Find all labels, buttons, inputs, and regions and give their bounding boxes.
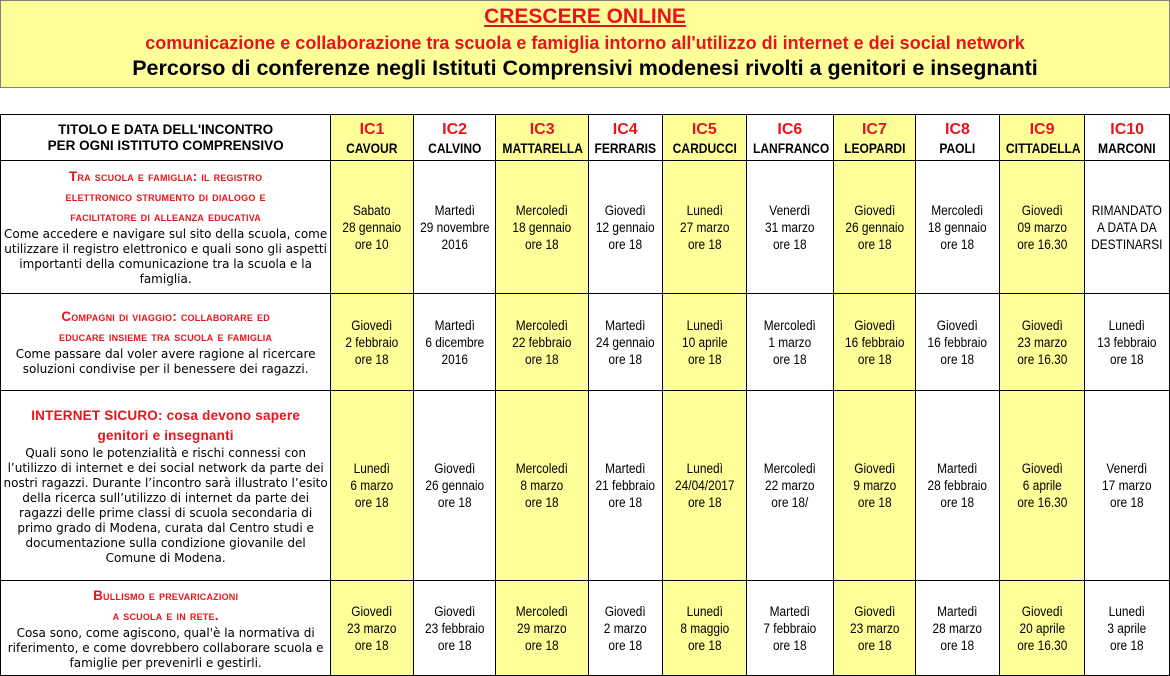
school-header (589, 115, 663, 161)
date-line: ore 18 (687, 236, 722, 252)
date-line: 22 febbraio (512, 334, 572, 350)
date-cell (331, 294, 414, 391)
date-cell (1085, 294, 1170, 391)
date-line: Lunedì (1109, 317, 1146, 333)
date-line: 27 marzo (679, 219, 730, 235)
meeting-description: Come passare dal voler avere ragione al ricercare soluzioni condivise per il benessere dei ragazzi. (15, 347, 316, 376)
date-line: Giovedì (853, 461, 895, 476)
table-row (1, 161, 1170, 294)
meeting-description: Quali sono le potenzialità e rischi connessi con l’utilizzo di internet e dei social network da parte dei nostri ragazzi. Durante l’incontro sarà illustrato l’esito della ricerca sull’utilizzo di internet da parte dei ragazzi delle prime classi di scuola secondaria di primo grado di Modena, curata dal Centro studi e documentazione sulla condizione giovanile del Comune di Modena. (3, 445, 328, 565)
school-code: IC10 (1110, 120, 1145, 138)
date-cell (662, 581, 747, 676)
date-line: 23 marzo (347, 620, 397, 636)
date-cell (496, 161, 589, 294)
date-line: Giovedì (434, 461, 476, 476)
school-name: LEOPARDI (843, 139, 906, 156)
date-line: 18 gennaio (512, 219, 572, 235)
date-line: ore 10 (355, 236, 389, 252)
date-line: ore 16.30 (1016, 495, 1068, 510)
date-line: ore 16.30 (1016, 351, 1068, 367)
date-cell (1085, 581, 1170, 676)
school-name: CAVOUR (346, 139, 398, 156)
date-line: Giovedì (1021, 202, 1063, 218)
date-line: Lunedì (686, 461, 723, 476)
date-line: Martedì (769, 603, 811, 619)
date-line: ore 18 (773, 351, 807, 367)
date-line: Giovedì (1021, 603, 1063, 619)
date-line: Venerdì (769, 202, 811, 218)
date-cell (916, 581, 1000, 676)
date-line: ore 18 (525, 351, 560, 367)
date-line: ore 18 (687, 351, 722, 367)
date-line: 6 dicembre (425, 334, 484, 350)
date-line: 23 marzo (849, 620, 900, 636)
date-line: Giovedì (1021, 461, 1063, 476)
date-line: Mercoledì (763, 461, 816, 476)
date-cell (413, 391, 496, 581)
meeting-title-line: INTERNET SICURO: cosa devono sapere (31, 407, 301, 423)
date-line: 3 aprile (1107, 620, 1147, 636)
date-line: 2016 (441, 236, 468, 252)
date-line: Martedì (434, 317, 475, 333)
meeting-title-line: Bullismo e prevaricazioni (93, 587, 239, 603)
date-line: Mercoledì (516, 461, 569, 476)
date-line: ore 18 (1110, 351, 1145, 367)
meeting-title-line: a scuola e in rete. (112, 607, 219, 623)
date-cell (833, 581, 916, 676)
date-line: 26 gennaio (425, 478, 484, 493)
school-header (331, 115, 414, 161)
date-line: 21 febbraio (595, 478, 655, 493)
school-name: PAOLI (939, 139, 976, 156)
table-row (1, 391, 1170, 581)
date-line: ore 18 (608, 351, 643, 367)
school-header (833, 115, 916, 161)
date-line: ore 18 (525, 637, 560, 653)
meeting-title-cell (1, 581, 331, 676)
date-line: 18 gennaio (928, 219, 987, 235)
date-line: Giovedì (853, 603, 895, 619)
date-cell (662, 161, 747, 294)
meeting-title-line: genitori e insegnanti (97, 427, 234, 443)
school-header (916, 115, 1000, 161)
meeting-description: Cosa sono, come agiscono, qual'è la normativa di riferimento, e come dovrebbero collaborare scuola e famiglie per prevenirli e gestirli. (7, 625, 324, 670)
date-line: 23 marzo (1017, 334, 1067, 350)
school-code: IC2 (442, 120, 468, 138)
date-line: A DATA DA (1097, 219, 1157, 235)
corner-header-line: PER OGNI ISTITUTO COMPRENSIVO (47, 137, 284, 153)
date-line: 24/04/2017 (674, 478, 735, 493)
date-line: 26 gennaio (845, 219, 904, 235)
date-line: ore 18 (1110, 637, 1145, 653)
meeting-title-line: elettronico strumento di dialogo e (65, 189, 266, 204)
school-code: IC5 (691, 120, 717, 138)
date-line: ore 18 (355, 637, 389, 653)
page-description: Percorso di conferenze negli Istituti Comprensivi modenesi rivolti a genitori e insegnanti (132, 56, 1038, 80)
date-line: 8 marzo (520, 478, 564, 493)
date-line: 28 febbraio (927, 478, 988, 493)
date-line: 20 aprile (1019, 620, 1065, 636)
date-line: Mercoledì (516, 603, 569, 619)
date-line: 8 maggio (679, 620, 729, 636)
page-header (0, 0, 1170, 88)
school-name: LANFRANCO (753, 139, 830, 156)
date-cell (662, 294, 747, 391)
date-line: 2 marzo (603, 620, 647, 636)
date-line: ore 18 (940, 236, 975, 252)
date-cell (999, 161, 1085, 294)
date-line: ore 18 (608, 236, 643, 252)
date-cell (833, 161, 916, 294)
date-cell (747, 161, 834, 294)
date-cell (589, 294, 663, 391)
conference-schedule-table (0, 114, 1170, 676)
school-code: IC1 (359, 120, 385, 138)
date-line: 16 febbraio (927, 334, 988, 350)
date-line: 28 marzo (932, 620, 983, 636)
date-cell (413, 161, 496, 294)
date-line: Giovedì (853, 317, 895, 333)
date-cell (331, 161, 414, 294)
date-line: ore 18 (940, 351, 975, 367)
date-cell (916, 391, 1000, 581)
date-line: 29 novembre (419, 219, 490, 235)
school-code: IC9 (1029, 120, 1055, 138)
date-line: Lunedì (686, 202, 723, 218)
date-line: Giovedì (434, 603, 476, 619)
date-line: ore 18 (940, 495, 975, 510)
meeting-title-cell (1, 161, 331, 294)
date-line: 1 marzo (768, 334, 812, 350)
school-name: CITTADELLA (1005, 139, 1081, 156)
school-code: IC4 (612, 120, 638, 138)
date-line: ore 18 (857, 495, 892, 510)
meeting-title-line: Compagni di viaggio: collaborare ed (61, 309, 270, 324)
date-line: 10 aprile (681, 334, 728, 350)
meeting-description: Come accedere e navigare sul sito della scuola, come utilizzare il registro elettronico e quali sono gli aspetti importanti della comunicazione tra la scuola e la famiglia. (4, 227, 328, 286)
date-cell (496, 581, 589, 676)
date-line: ore 16.30 (1016, 637, 1068, 653)
date-line: ore 16.30 (1016, 236, 1068, 252)
date-line: ore 18 (940, 637, 975, 653)
date-line: ore 18/ (771, 495, 809, 510)
date-cell (589, 391, 663, 581)
school-name: CARDUCCI (672, 139, 737, 156)
date-line: 12 gennaio (595, 219, 655, 235)
date-line: ore 18 (773, 637, 807, 653)
page-title: CRESCERE ONLINE (484, 5, 686, 28)
date-cell (331, 391, 414, 581)
date-line: 28 gennaio (342, 219, 402, 235)
date-line: Sabato (353, 202, 391, 218)
date-line: ore 18 (355, 351, 389, 367)
meeting-title-line: Tra scuola e famiglia: il registro (68, 169, 263, 184)
date-line: ore 18 (1110, 495, 1145, 510)
date-line: 7 febbraio (763, 620, 817, 636)
school-header (999, 115, 1085, 161)
date-line: Giovedì (853, 202, 895, 218)
school-name: CALVINO (427, 139, 482, 156)
date-line: ore 18 (525, 236, 560, 252)
date-cell (747, 581, 834, 676)
date-cell (496, 294, 589, 391)
date-line: Martedì (434, 202, 475, 218)
corner-header-line: TITOLO E DATA DELL'INCONTRO (58, 121, 274, 137)
school-code: IC8 (945, 120, 970, 138)
date-line: ore 18 (773, 236, 807, 252)
date-line: 24 gennaio (595, 334, 655, 350)
date-line: Giovedì (351, 603, 393, 619)
date-cell (496, 391, 589, 581)
date-cell (662, 391, 747, 581)
date-cell (999, 581, 1085, 676)
table-row (1, 294, 1170, 391)
date-line: Mercoledì (516, 317, 569, 333)
school-code: IC6 (777, 120, 803, 138)
date-line: 23 febbraio (424, 620, 485, 636)
date-line: 31 marzo (765, 219, 815, 235)
date-line: ore 18 (857, 236, 892, 252)
date-line: ore 18 (525, 495, 560, 510)
date-line: Lunedì (686, 317, 723, 333)
table-row (1, 581, 1170, 676)
page-subtitle: comunicazione e collaborazione tra scuola e famiglia intorno all'utilizzo di internet e dei social network (145, 33, 1025, 53)
date-cell (833, 391, 916, 581)
meeting-title-line: educare insieme tra scuola e famiglia (59, 329, 273, 344)
date-line: 9 marzo (852, 478, 896, 493)
date-line: Giovedì (937, 317, 978, 333)
date-line: Giovedì (604, 603, 646, 619)
date-line: ore 18 (857, 637, 892, 653)
date-line: Martedì (605, 461, 646, 476)
date-line: 09 marzo (1017, 219, 1067, 235)
date-line: Martedì (937, 461, 978, 476)
school-header (1085, 115, 1170, 161)
date-line: 22 marzo (765, 478, 815, 493)
meeting-title-cell (1, 391, 331, 581)
school-name: MARCONI (1098, 139, 1156, 156)
date-line: Giovedì (1021, 317, 1063, 333)
date-line: RIMANDATO (1092, 202, 1163, 218)
date-line: Venerdì (1106, 461, 1148, 476)
date-line: 6 marzo (350, 478, 394, 493)
meeting-title-cell (1, 294, 331, 391)
date-line: 2 febbraio (345, 334, 399, 350)
date-line: Mercoledì (763, 317, 816, 333)
date-line: ore 18 (687, 495, 722, 510)
date-cell (1085, 161, 1170, 294)
date-cell (833, 294, 916, 391)
date-cell (747, 294, 834, 391)
school-code: IC7 (861, 120, 887, 138)
schedule-body (1, 161, 1170, 676)
date-line: DESTINARSI (1091, 236, 1163, 252)
date-cell (331, 581, 414, 676)
date-cell (999, 391, 1085, 581)
date-line: ore 18 (437, 495, 472, 510)
school-header (413, 115, 496, 161)
date-cell (413, 581, 496, 676)
header-row (1, 115, 1170, 161)
date-line: Martedì (605, 317, 646, 333)
date-cell (916, 161, 1000, 294)
corner-header (1, 115, 331, 161)
date-line: ore 18 (687, 637, 722, 653)
school-name: MATTARELLA (502, 139, 584, 156)
date-line: ore 18 (608, 637, 643, 653)
date-cell (916, 294, 1000, 391)
meeting-title-line: facilitatore di alleanza educativa (70, 209, 261, 224)
date-line: 13 febbraio (1097, 334, 1157, 350)
date-line: 2016 (441, 351, 468, 367)
school-header (496, 115, 589, 161)
date-line: ore 18 (857, 351, 892, 367)
school-header (747, 115, 834, 161)
date-line: Giovedì (604, 202, 646, 218)
date-cell (413, 294, 496, 391)
date-line: ore 18 (437, 637, 472, 653)
date-line: 16 febbraio (844, 334, 905, 350)
date-cell (747, 391, 834, 581)
date-cell (999, 294, 1085, 391)
date-line: 29 marzo (517, 620, 567, 636)
date-line: Martedì (937, 603, 978, 619)
date-line: Lunedì (686, 603, 723, 619)
date-cell (589, 161, 663, 294)
date-line: Mercoledì (516, 202, 569, 218)
date-line: Lunedì (1109, 603, 1146, 619)
date-line: ore 18 (355, 495, 389, 510)
school-header (662, 115, 747, 161)
school-name: FERRARIS (594, 139, 657, 156)
date-line: 6 aprile (1022, 478, 1062, 493)
date-line: Mercoledì (931, 202, 984, 218)
school-code: IC3 (529, 120, 555, 138)
date-cell (589, 581, 663, 676)
date-line: 17 marzo (1102, 478, 1152, 493)
date-line: Lunedì (353, 461, 391, 476)
date-cell (1085, 391, 1170, 581)
date-line: ore 18 (608, 495, 643, 510)
date-line: Giovedì (351, 317, 393, 333)
